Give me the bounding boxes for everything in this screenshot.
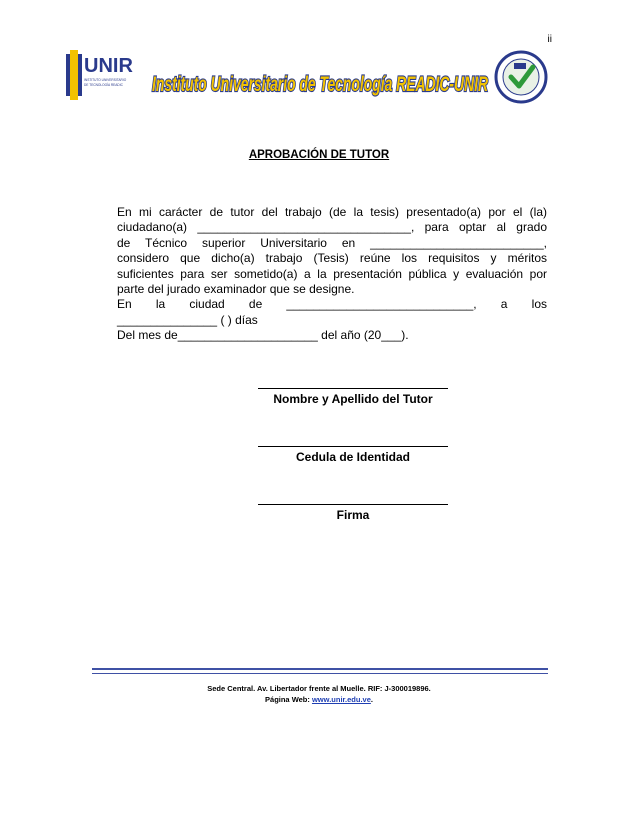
footer-divider: [92, 668, 548, 674]
footer-address: Sede Central. Av. Libertador frente al Muelle. RIF: J-300019896.: [207, 684, 431, 693]
paragraph-line: suficientes para ser sometido(a) a la presentación pública y evaluación por: [117, 266, 547, 281]
month-year-line: Del mes de_____________________ del año (20___).: [117, 328, 409, 343]
signature-label: Firma: [336, 508, 370, 522]
svg-text:INSTITUTO UNIVERSITARIO: INSTITUTO UNIVERSITARIO: [84, 78, 127, 82]
paragraph-line: considero que dicho(a) trabajo (Tesis) reúne los requisitos y méritos: [117, 251, 547, 266]
paragraph-line: parte del jurado examinador que se designe.: [117, 282, 355, 297]
unir-logo: [66, 50, 150, 100]
website-link[interactable]: www.unir.edu.ve: [311, 695, 371, 704]
institution-name: Instituto Universitario de Tecnología READIC-UNIR: [152, 73, 489, 96]
signature-line: [258, 446, 448, 447]
tutor-name-signature-block: [258, 388, 448, 406]
id-signature-block: [258, 446, 448, 464]
paragraph-line: de Técnico superior Universitario en __________________________,: [117, 235, 547, 250]
paragraph-line: ciudadano(a) ________________________________, para optar al grado: [117, 220, 547, 235]
signature-line: [258, 388, 448, 389]
days-line: _______________ ( ) días: [117, 312, 258, 327]
paragraph-line: En mi carácter de tutor del trabajo (de la tesis) presentado(a) por el (la): [117, 205, 547, 219]
svg-text:DE TECNOLOGÍA READIC: DE TECNOLOGÍA READIC: [84, 83, 123, 87]
page-number: ii: [547, 34, 552, 45]
quality-seal-icon: [494, 50, 548, 104]
signature-block: [258, 504, 448, 522]
page-title: APROBACIÓN DE TUTOR: [248, 149, 390, 161]
footer-web-prefix: Página Web:: [265, 695, 312, 704]
footer: [0, 683, 638, 705]
id-label: Cedula de Identidad: [295, 450, 410, 464]
tutor-name-label: Nombre y Apellido del Tutor: [273, 392, 433, 406]
footer-web: [0, 694, 638, 705]
signature-line: [258, 504, 448, 505]
city-line: En la ciudad de ____________________________, a los: [117, 297, 547, 312]
logo-text: UNIR: [84, 55, 133, 77]
footer-web-suffix: .: [370, 695, 373, 704]
institution-wordmark: [150, 64, 490, 100]
approval-paragraph: [117, 205, 547, 344]
